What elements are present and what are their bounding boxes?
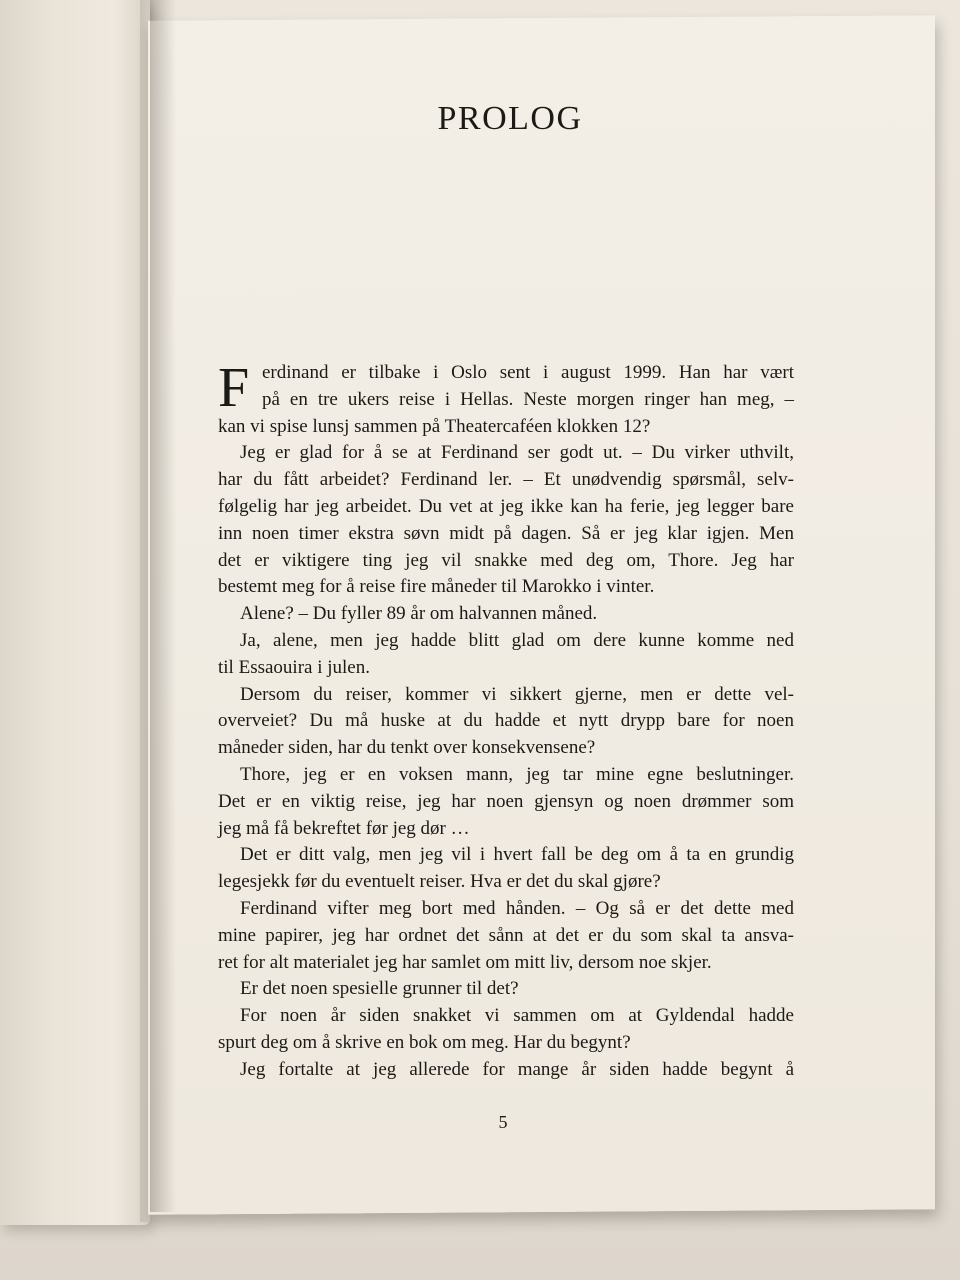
text-line: måneder siden, har du tenkt over konsekvensene? bbox=[218, 737, 596, 759]
text-line: Ja, alene, men jeg hadde blitt glad om dere kunne komme ned bbox=[240, 629, 794, 651]
text-line: For noen år siden snakket vi sammen om at Gyldendal hadde bbox=[240, 1005, 794, 1027]
text-line: kan vi spise lunsj sammen på Theatercaféen klokken 12? bbox=[218, 415, 651, 437]
text-line: har du fått arbeidet? Ferdinand ler. – Et unødvendig spørsmål, selv- bbox=[218, 469, 794, 491]
text-line: følgelig har jeg arbeidet. Du vet at jeg ikke kan ha ferie, jeg legger bare bbox=[218, 495, 794, 517]
page-number: 5 bbox=[498, 1112, 508, 1132]
drop-cap: F bbox=[218, 357, 250, 419]
text-line: Det er ditt valg, men jeg vil i hvert fall be deg om å ta en grundig bbox=[240, 844, 794, 866]
text-line: Jeg er glad for å se at Ferdinand ser godt ut. – Du virker uthvilt, bbox=[240, 442, 794, 464]
chapter-title: PROLOG bbox=[437, 100, 583, 137]
left-page bbox=[0, 0, 150, 1225]
text-line: mine papirer, jeg har ordnet det sånn at det er du som skal ta ansva- bbox=[218, 924, 794, 946]
body-text bbox=[218, 357, 794, 1084]
book-gutter bbox=[150, 0, 176, 1212]
page-content bbox=[218, 0, 798, 1212]
text-lines bbox=[218, 357, 794, 1084]
text-line: legesjekk før du eventuelt reiser. Hva er det du skal gjøre? bbox=[218, 871, 661, 893]
text-line: Er det noen spesielle grunner til det? bbox=[240, 978, 519, 1000]
text-line: Alene? – Du fyller 89 år om halvannen måned. bbox=[240, 603, 598, 625]
text-line: Thore, jeg er en voksen mann, jeg tar mine egne beslutninger. bbox=[240, 763, 794, 785]
text-line: overveiet? Du må huske at du hadde et nytt drypp bare for noen bbox=[218, 710, 794, 732]
text-line: på en tre ukers reise i Hellas. Neste morgen ringer han meg, – bbox=[262, 388, 794, 410]
text-line: Dersom du reiser, kommer vi sikkert gjerne, men er dette vel- bbox=[240, 683, 794, 705]
text-line: jeg må få bekreftet før jeg dør … bbox=[218, 817, 470, 839]
text-line: spurt deg om å skrive en bok om meg. Har du begynt? bbox=[218, 1031, 631, 1053]
text-line: Ferdinand vifter meg bort med hånden. – Og så er det dette med bbox=[240, 897, 794, 919]
text-line: Jeg fortalte at jeg allerede for mange år siden hadde begynt å bbox=[240, 1058, 794, 1080]
text-line: ret for alt materialet jeg har samlet om mitt liv, dersom noe skjer. bbox=[218, 951, 712, 973]
text-line: erdinand er tilbake i Oslo sent i august 1999. Han har vært bbox=[262, 362, 794, 383]
text-line: Det er en viktig reise, jeg har noen gjensyn og noen drømmer som bbox=[218, 790, 794, 812]
text-line: det er viktigere ting jeg vil snakke med deg om, Thore. Jeg har bbox=[218, 549, 794, 571]
text-line: inn noen timer ekstra søvn midt på dagen. Så er jeg klar igjen. Men bbox=[218, 522, 794, 544]
text-line: bestemt meg for å reise fire måneder til Marokko i vinter. bbox=[218, 576, 655, 598]
text-line: til Essaouira i julen. bbox=[218, 656, 370, 678]
